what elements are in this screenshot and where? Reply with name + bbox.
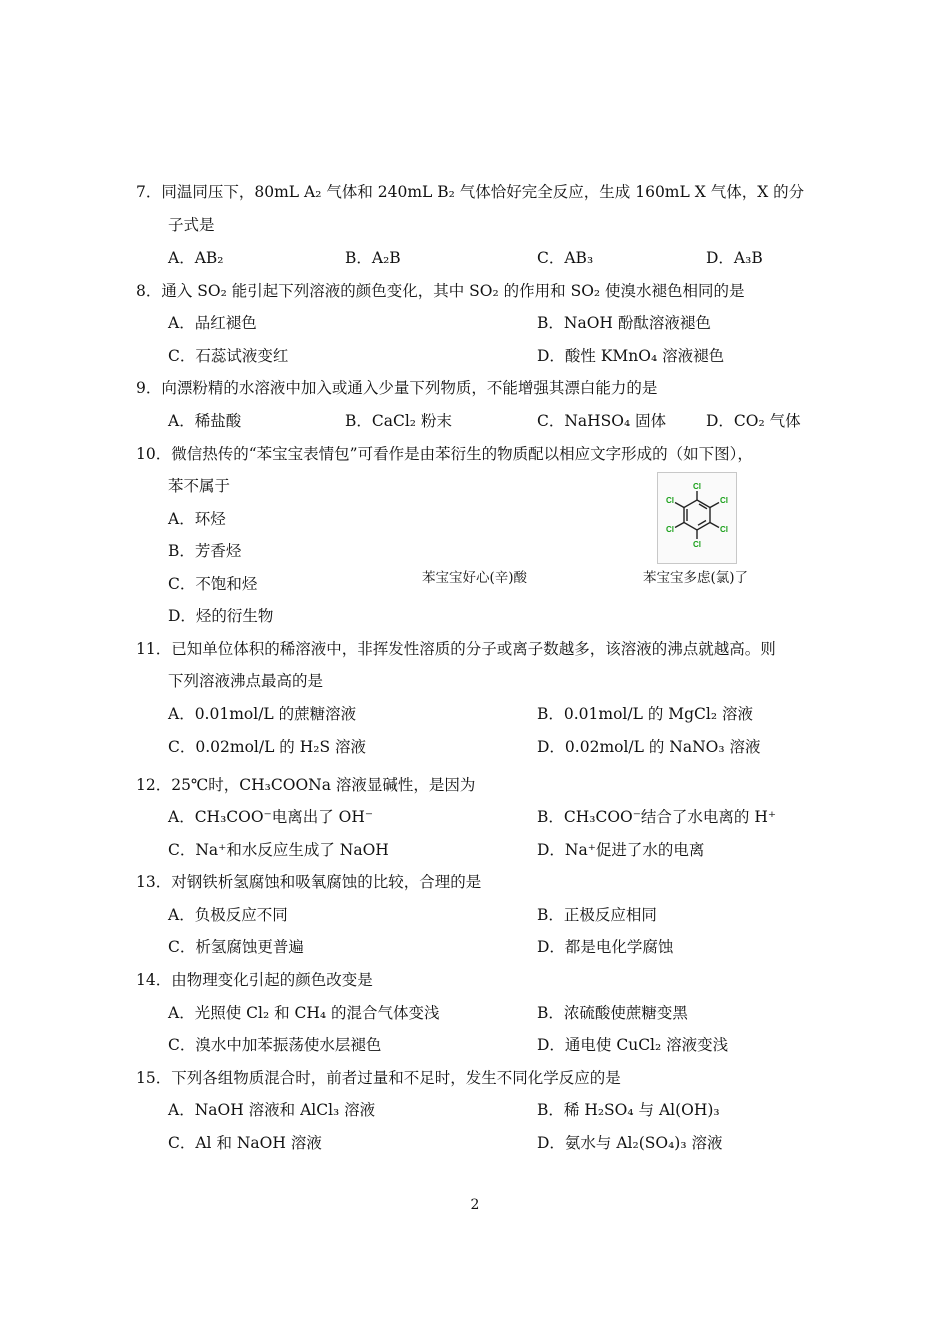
cl-label: Cl xyxy=(693,540,701,549)
q10-option-d: D．烃的衍生物 xyxy=(168,607,274,625)
page-number: 2 xyxy=(470,1197,480,1213)
q9-option-a: A．稀盐酸 xyxy=(168,412,242,430)
q14-option-d: D．通电使 CuCl₂ 溶液变浅 xyxy=(537,1036,729,1054)
q7-option-d: D．A₃B xyxy=(706,249,763,267)
q7-option-c: C．AB₃ xyxy=(537,249,594,267)
cl-label: Cl xyxy=(666,496,674,505)
q11-option-d: D．0.02mol/L 的 NaNO₃ 溶液 xyxy=(537,738,761,756)
q12-option-d: D．Na⁺促进了水的电离 xyxy=(537,841,705,859)
q12-option-b: B．CH₃COO⁻结合了水电离的 H⁺ xyxy=(537,808,777,826)
q13-option-a: A．负极反应不同 xyxy=(168,906,288,924)
cl-label: Cl xyxy=(693,482,701,491)
q11-option-b: B．0.01mol/L 的 MgCl₂ 溶液 xyxy=(537,705,754,723)
q12-option-a: A．CH₃COO⁻电离出了 OH⁻ xyxy=(168,808,374,826)
q10-stem: 10．微信热传的“苯宝宝表情包”可看作是由苯衍生的物质配以相应文字形成的（如下图）， xyxy=(136,445,753,463)
cl-label: Cl xyxy=(720,525,728,534)
q14-stem: 14．由物理变化引起的颜色改变是 xyxy=(136,971,373,989)
q9-option-c: C．NaHSO₄ 固体 xyxy=(537,412,667,430)
q11-stem-cont: 下列溶液沸点最高的是 xyxy=(168,672,324,690)
q15-option-d: D．氨水与 Al₂(SO₄)₃ 溶液 xyxy=(537,1134,723,1152)
benzene-ring-structure xyxy=(658,473,736,563)
cl-label: Cl xyxy=(720,496,728,505)
q8-stem: 8．通入 SO₂ 能引起下列溶液的颜色变化，其中 SO₂ 的作用和 SO₂ 使溴水褪色相同的是 xyxy=(136,282,745,300)
q9-option-b: B．CaCl₂ 粉末 xyxy=(345,412,452,430)
figure-caption-right: 苯宝宝多虑(氯)了 xyxy=(643,570,749,586)
q13-option-b: B．正极反应相同 xyxy=(537,906,657,924)
q14-option-c: C．溴水中加苯振荡使水层褪色 xyxy=(168,1036,382,1054)
q13-stem: 13．对钢铁析氢腐蚀和吸氧腐蚀的比较，合理的是 xyxy=(136,873,482,891)
q10-option-c: C．不饱和烃 xyxy=(168,575,258,593)
q7-option-b: B．A₂B xyxy=(345,249,401,267)
q14-option-a: A．光照使 Cl₂ 和 CH₄ 的混合气体变浅 xyxy=(168,1004,440,1022)
q11-stem: 11．已知单位体积的稀溶液中，非挥发性溶质的分子或离子数越多，该溶液的沸点就越高。则 xyxy=(136,640,776,658)
q8-option-b: B．NaOH 酚酞溶液褪色 xyxy=(537,314,711,332)
q10-option-a: A．环烃 xyxy=(168,510,226,528)
q10-option-b: B．芳香烃 xyxy=(168,542,242,560)
cl-label: Cl xyxy=(666,525,674,534)
q15-option-a: A．NaOH 溶液和 AlCl₃ 溶液 xyxy=(168,1101,376,1119)
q14-option-b: B．浓硫酸使蔗糖变黑 xyxy=(537,1004,688,1022)
q11-option-c: C．0.02mol/L 的 H₂S 溶液 xyxy=(168,738,367,756)
q10-stem-cont: 苯不属于 xyxy=(168,477,231,495)
q13-option-d: D．都是电化学腐蚀 xyxy=(537,938,674,956)
q8-option-d: D．酸性 KMnO₄ 溶液褪色 xyxy=(537,347,725,365)
hexachlorobenzene-figure xyxy=(657,472,737,564)
q7-stem: 7．同温同压下，80mL A₂ 气体和 240mL B₂ 气体恰好完全反应，生成 160mL X 气体，X 的分 xyxy=(136,183,805,201)
q8-option-c: C．石蕊试液变红 xyxy=(168,347,289,365)
q12-stem: 12．25℃时，CH₃COONa 溶液显碱性，是因为 xyxy=(136,776,476,794)
q15-stem: 15．下列各组物质混合时，前者过量和不足时，发生不同化学反应的是 xyxy=(136,1069,621,1087)
q7-stem-cont: 子式是 xyxy=(168,216,215,234)
q12-option-c: C．Na⁺和水反应生成了 NaOH xyxy=(168,841,389,859)
q13-option-c: C．析氢腐蚀更普遍 xyxy=(168,938,304,956)
q9-option-d: D．CO₂ 气体 xyxy=(706,412,801,430)
q8-option-a: A．品红褪色 xyxy=(168,314,257,332)
q7-option-a: A．AB₂ xyxy=(168,249,224,267)
q11-option-a: A．0.01mol/L 的蔗糖溶液 xyxy=(168,705,357,723)
q15-option-b: B．稀 H₂SO₄ 与 Al(OH)₃ xyxy=(537,1101,720,1119)
q15-option-c: C．Al 和 NaOH 溶液 xyxy=(168,1134,322,1152)
figure-caption-left: 苯宝宝好心(辛)酸 xyxy=(422,570,528,586)
q9-stem: 9．向漂粉精的水溶液中加入或通入少量下列物质，不能增强其漂白能力的是 xyxy=(136,379,658,397)
